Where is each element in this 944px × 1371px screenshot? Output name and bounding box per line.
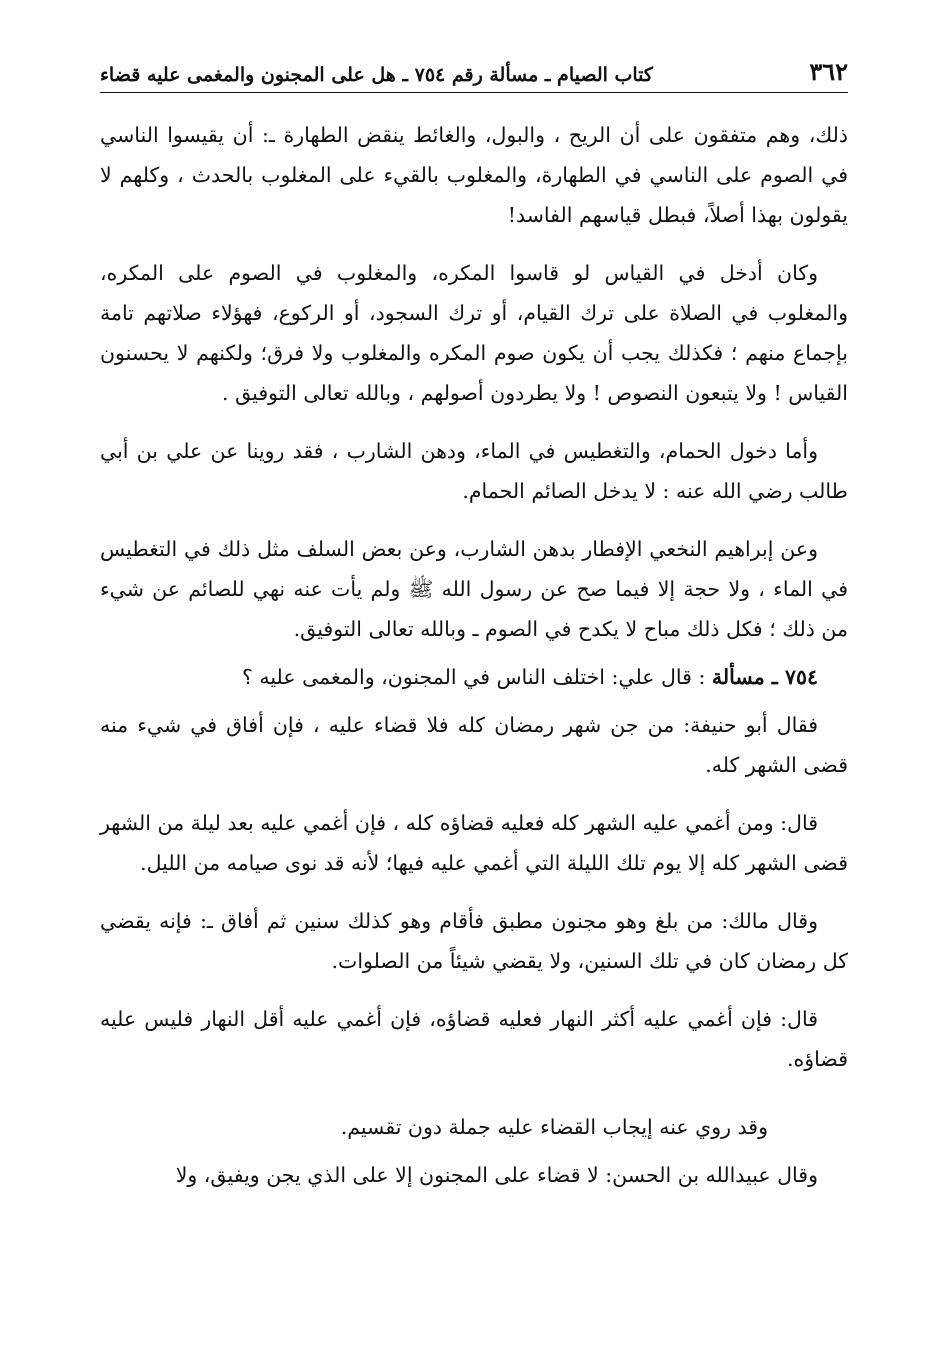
paragraph: وقال مالك: من بلغ وهو مجنون مطبق فأقام وهو كذلك سنين ثم أفاق ـ: فإنه يقضي كل رمضان كان في تلك السنين، ولا يقضي شيئاً من الصلوات. — [100, 909, 848, 973]
paragraph: فقال أبو حنيفة: من جن شهر رمضان كله فلا قضاء عليه ، فإن أفاق في شيء منه قضى الشهر كله. — [100, 713, 848, 777]
paragraph: ذلك، وهم متفقون على أن الريح ، والبول، والغائط ينقض الطهارة ـ: أن يقيسوا الناسي في الصوم على الناسي في الطهارة، والمغلوب بالقيء على المغلوب بالحدث ، وكلهم لا يقولون بهذا أصلاً، فبطل قياسهم الفاسد! — [100, 123, 848, 227]
masala-text: : قال علي: اختلف الناس في المجنون، والمغمى عليه ؟ — [241, 665, 712, 689]
paragraph: وقد روي عنه إيجاب القضاء عليه جملة دون تقسيم. — [340, 1115, 768, 1139]
page-body — [100, 115, 848, 1195]
page-number: ٣٦٢ — [809, 57, 848, 86]
paragraph: وقال عبيدالله بن الحسن: لا قضاء على المجنون إلا على الذي يجن ويفيق، ولا — [175, 1163, 818, 1187]
paragraph: وعن إبراهيم النخعي الإفطار بدهن الشارب، وعن بعض السلف مثل ذلك في التغطيس في الماء ، ولا حجة إلا فيما صح عن رسول الله ﷺ ولم يأت عنه نهي للصائم عن شيء من ذلك ؛ فكل ذلك مباح لا يكدح في الصوم ـ وبالله تعالى التوفيق. — [100, 537, 848, 641]
paragraph: قال: فإن أغمي عليه أكثر النهار فعليه قضاؤه، فإن أغمي عليه أقل النهار فليس عليه قضاؤه. — [100, 1007, 848, 1071]
running-title: كتاب الصيام ـ مسألة رقم ٧٥٤ ـ هل على المجنون والمغمى عليه قضاء — [100, 64, 653, 86]
masala-number: ٧٥٤ ـ مسألة — [711, 665, 818, 689]
masala-heading — [100, 657, 848, 697]
paragraph: وأما دخول الحمام، والتغطيس في الماء، ودهن الشارب ، فقد روينا عن علي بن أبي طالب رضي الله عنه : لا يدخل الصائم الحمام. — [100, 439, 848, 503]
paragraph: وكان أدخل في القياس لو قاسوا المكره، والمغلوب في الصوم على المكره، والمغلوب في الصلاة على ترك القيام، أو ترك السجود، أو الركوع، فهؤلاء صلاتهم تامة بإجماع منهم ؛ فكذلك يجب أن يكون صوم المكره والمغلوب ولا فرق؛ ولكنهم لا يحسنون القياس ! ولا يتبعون النصوص ! ولا يطردون أصولهم ، وبالله تعالى التوفيق . — [100, 261, 848, 405]
running-header — [100, 46, 848, 93]
paragraph: قال: ومن أغمي عليه الشهر كله فعليه قضاؤه كله ، فإن أغمي عليه بعد ليلة من الشهر قضى الشهر كله إلا يوم تلك الليلة التي أغمي عليه فيها؛ لأنه قد نوى صيامه من الليل. — [100, 811, 848, 875]
